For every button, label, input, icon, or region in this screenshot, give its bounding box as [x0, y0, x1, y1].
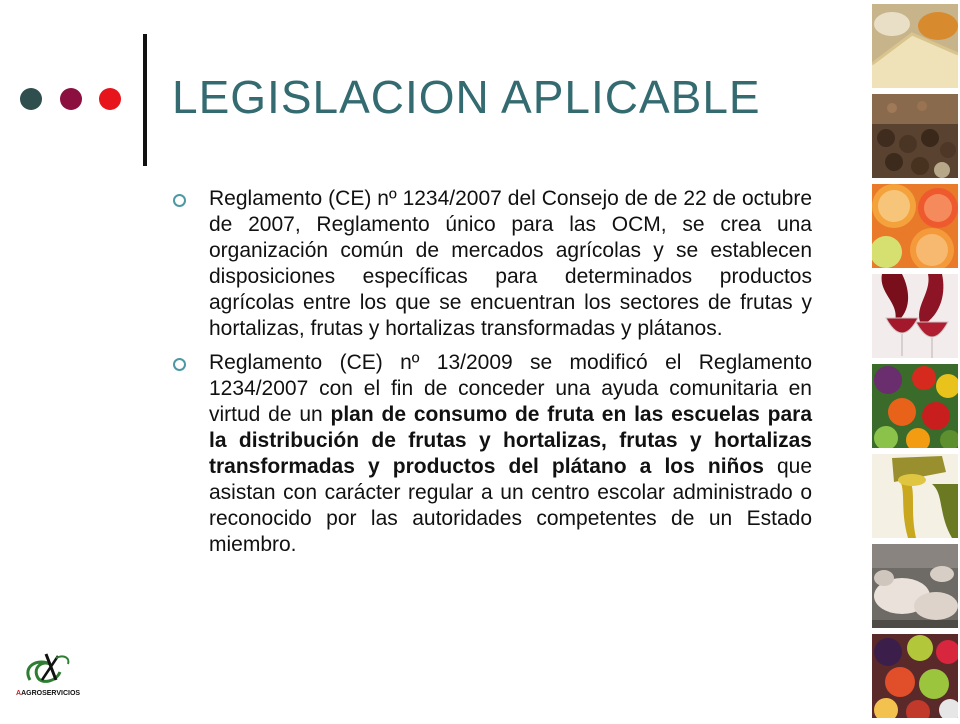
agroservicios-logo — [12, 650, 82, 704]
bullet-ring-icon — [173, 194, 186, 207]
agroservicios-logo-icon — [12, 650, 82, 690]
title-vertical-rule — [143, 34, 147, 166]
logo-text-rest: AGROSERVICIOS — [21, 690, 81, 697]
photo-strip — [872, 4, 958, 724]
bullet-item — [172, 186, 812, 342]
pigs-livestock-photo — [872, 544, 958, 628]
animal-feed-pellets-photo — [872, 94, 958, 178]
dot-dark-slate — [20, 88, 42, 110]
dot-red — [99, 88, 121, 110]
mixed-fruit-photo — [872, 634, 958, 718]
bullet-text — [209, 186, 812, 342]
agroservicios-logo-text — [16, 690, 80, 697]
bullet-text-segment: Reglamento (CE) nº 1234/2007 del Consejo de de 22 de octubre de 2007, Reglamento único para las OCM, se crea una organización común de mercados agrícolas y se establecen disposiciones específicas para determinados productos agrícolas entre los que se encuentran los sectores de frutas y hortalizas, frutas y hortalizas transformadas y plátanos. — [209, 187, 812, 340]
citrus-fruit-photo — [872, 184, 958, 268]
bullet-text-segment: que asistan con carácter regular a un centro escolar administrado o reconocido por las autoridades competentes de un Estado miembro. — [209, 455, 813, 556]
bullet-text-segment: Reglamento (CE) nº 13/2009 se modificó el Reglamento 1234/2007 con el fin de conceder una ayuda comunitaria en virtud de un — [209, 351, 812, 426]
vegetables-photo — [872, 364, 958, 448]
bullet-text-bold-segment: plan de consumo de fruta en las escuelas para la distribución de frutas y hortalizas, frutas y hortalizas transformadas y productos del plátano a los niños — [209, 403, 812, 478]
bullet-list — [172, 186, 812, 566]
bullet-item — [172, 350, 812, 558]
logo-text-prefix: A — [16, 690, 22, 697]
cheese-photo — [872, 4, 958, 88]
bullet-text — [209, 350, 812, 558]
dot-crimson — [60, 88, 82, 110]
slide-title: LEGISLACION APLICABLE — [172, 71, 761, 123]
decorative-dots — [20, 88, 130, 112]
bullet-ring-icon — [173, 358, 186, 371]
red-wine-glasses-photo — [872, 274, 958, 358]
olive-oil-pouring-photo — [872, 454, 958, 538]
